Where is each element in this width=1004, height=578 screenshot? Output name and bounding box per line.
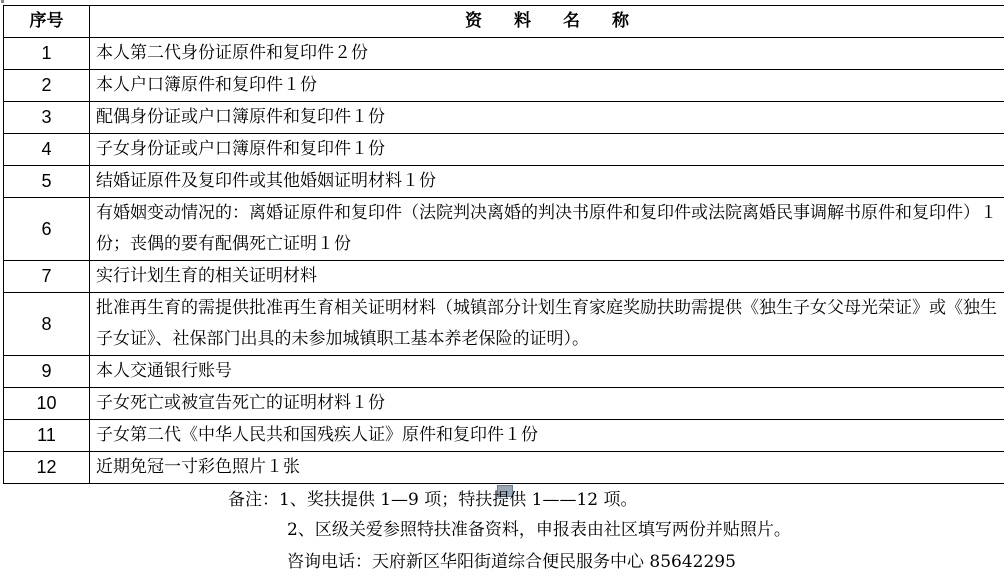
table-row: [4, 166, 1004, 198]
row-description: 配偶身份证或户口簿原件和复印件１份: [90, 102, 1004, 134]
row-number: 5: [4, 166, 90, 198]
row-description: 实行计划生育的相关证明材料: [90, 261, 1004, 293]
table-row: [4, 70, 1004, 102]
row-number: 3: [4, 102, 90, 134]
row-number: 8: [4, 293, 90, 356]
note-line-1: 备注：1、奖扶提供 1—9 项；特扶提供 1——12 项。: [228, 490, 638, 510]
row-number: 6: [4, 198, 90, 261]
table-row: [4, 134, 1004, 166]
row-description: 子女第二代《中华人民共和国残疾人证》原件和复印件１份: [90, 420, 1004, 452]
row-number: 7: [4, 261, 90, 293]
table-header-row: [4, 6, 1004, 38]
row-description: 批准再生育的需提供批准再生育相关证明材料（城镇部分计划生育家庭奖励扶助需提供《独生子女父母光荣证》或《独生子女证》、社保部门出具的未参加城镇职工基本养老保险的证明）。: [90, 293, 1004, 356]
materials-table: [3, 5, 1004, 484]
table-row: [4, 420, 1004, 452]
row-number: 2: [4, 70, 90, 102]
table-row: [4, 452, 1004, 484]
corner-mark: [1, 0, 4, 3]
row-number: 9: [4, 356, 90, 388]
row-number: 4: [4, 134, 90, 166]
header-name: 资料名称: [90, 6, 1004, 38]
table-row: [4, 198, 1004, 261]
table-row: [4, 293, 1004, 356]
row-description: 本人第二代身份证原件和复印件２份: [90, 38, 1004, 70]
row-description: 有婚姻变动情况的：离婚证原件和复印件（法院判决离婚的判决书原件和复印件或法院离婚民事调解书原件和复印件）１份；丧偶的要有配偶死亡证明１份: [90, 198, 1004, 261]
row-number: 10: [4, 388, 90, 420]
row-description: 本人户口簿原件和复印件１份: [90, 70, 1004, 102]
header-no: 序号: [4, 6, 90, 38]
row-number: 1: [4, 38, 90, 70]
row-description: 子女死亡或被宣告死亡的证明材料１份: [90, 388, 1004, 420]
row-description: 本人交通银行账号: [90, 356, 1004, 388]
table-row: [4, 356, 1004, 388]
table-row: [4, 261, 1004, 293]
note-line-2: 2、区级关爱参照特扶准备资料，申报表由社区填写两份并贴照片。: [287, 520, 791, 540]
row-number: 12: [4, 452, 90, 484]
row-description: 近期免冠一寸彩色照片１张: [90, 452, 1004, 484]
table-row: [4, 102, 1004, 134]
table-row: [4, 388, 1004, 420]
row-description: 子女身份证或户口簿原件和复印件１份: [90, 134, 1004, 166]
row-number: 11: [4, 420, 90, 452]
row-description: 结婚证原件及复印件或其他婚姻证明材料１份: [90, 166, 1004, 198]
contact-phone-line: 咨询电话：天府新区华阳街道综合便民服务中心 85642295: [287, 552, 736, 572]
table-row: [4, 38, 1004, 70]
